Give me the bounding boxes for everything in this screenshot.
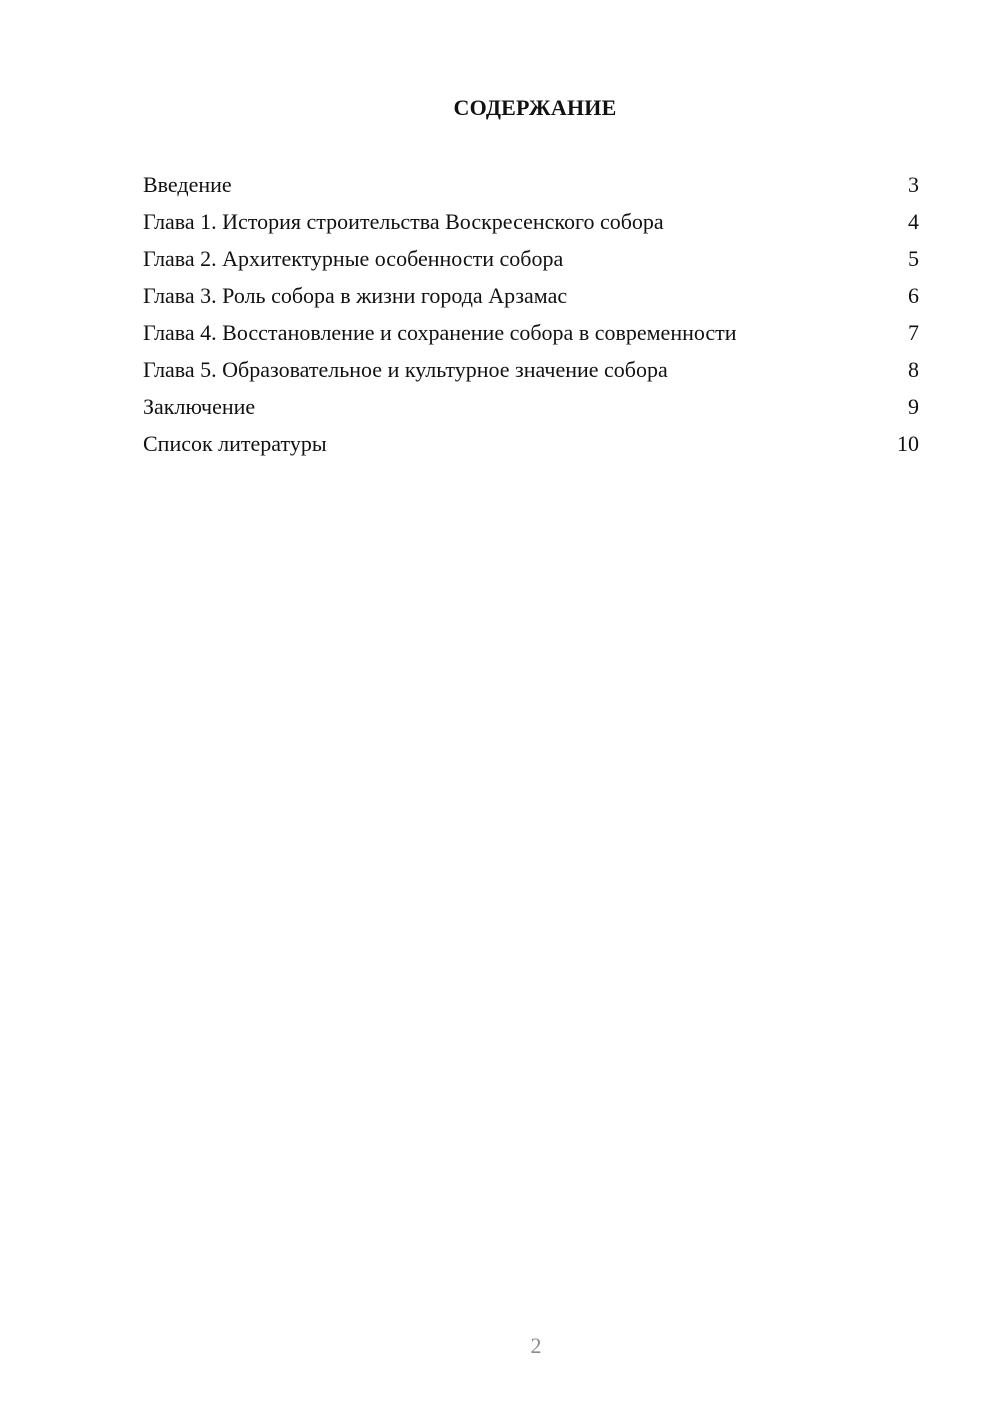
toc-entry-label: Введение — [143, 172, 232, 197]
toc-entry-label: Глава 5. Образовательное и культурное значение собора — [143, 357, 668, 382]
toc-entry-introduction — [143, 170, 919, 207]
toc-entry-label: Список литературы — [143, 431, 327, 456]
toc-entry-label: Заключение — [143, 394, 256, 419]
toc-entry-page-number: 4 — [908, 209, 919, 234]
page-number: 2 — [530, 1333, 542, 1358]
toc-entry-label: Глава 4. Восстановление и сохранение собора в современности — [143, 320, 737, 345]
toc-entry-conclusion — [143, 392, 919, 429]
toc-entry-page-number: 9 — [908, 394, 919, 419]
toc-entry-page-number: 5 — [908, 246, 919, 271]
toc-entry-references — [143, 429, 919, 466]
toc-entry-page-number: 3 — [908, 172, 919, 197]
toc-entry-chapter-2 — [143, 244, 919, 281]
toc-entry-label: Глава 1. История строительства Воскресенского собора — [143, 209, 664, 234]
toc-entry-chapter-1 — [143, 207, 919, 244]
page-title: СОДЕРЖАНИЕ — [453, 95, 617, 120]
toc-entry-page-number: 10 — [897, 431, 919, 456]
toc-entry-page-number: 8 — [908, 357, 919, 382]
toc-entry-label: Глава 3. Роль собора в жизни города Арзамас — [143, 283, 568, 308]
toc-entry-chapter-5 — [143, 355, 919, 392]
table-of-contents — [143, 170, 919, 466]
toc-entry-chapter-4 — [143, 318, 919, 355]
toc-entry-label: Глава 2. Архитектурные особенности собора — [143, 246, 564, 271]
toc-entry-chapter-3 — [143, 281, 919, 318]
toc-entry-page-number: 6 — [908, 283, 919, 308]
toc-entry-page-number: 7 — [908, 320, 919, 345]
